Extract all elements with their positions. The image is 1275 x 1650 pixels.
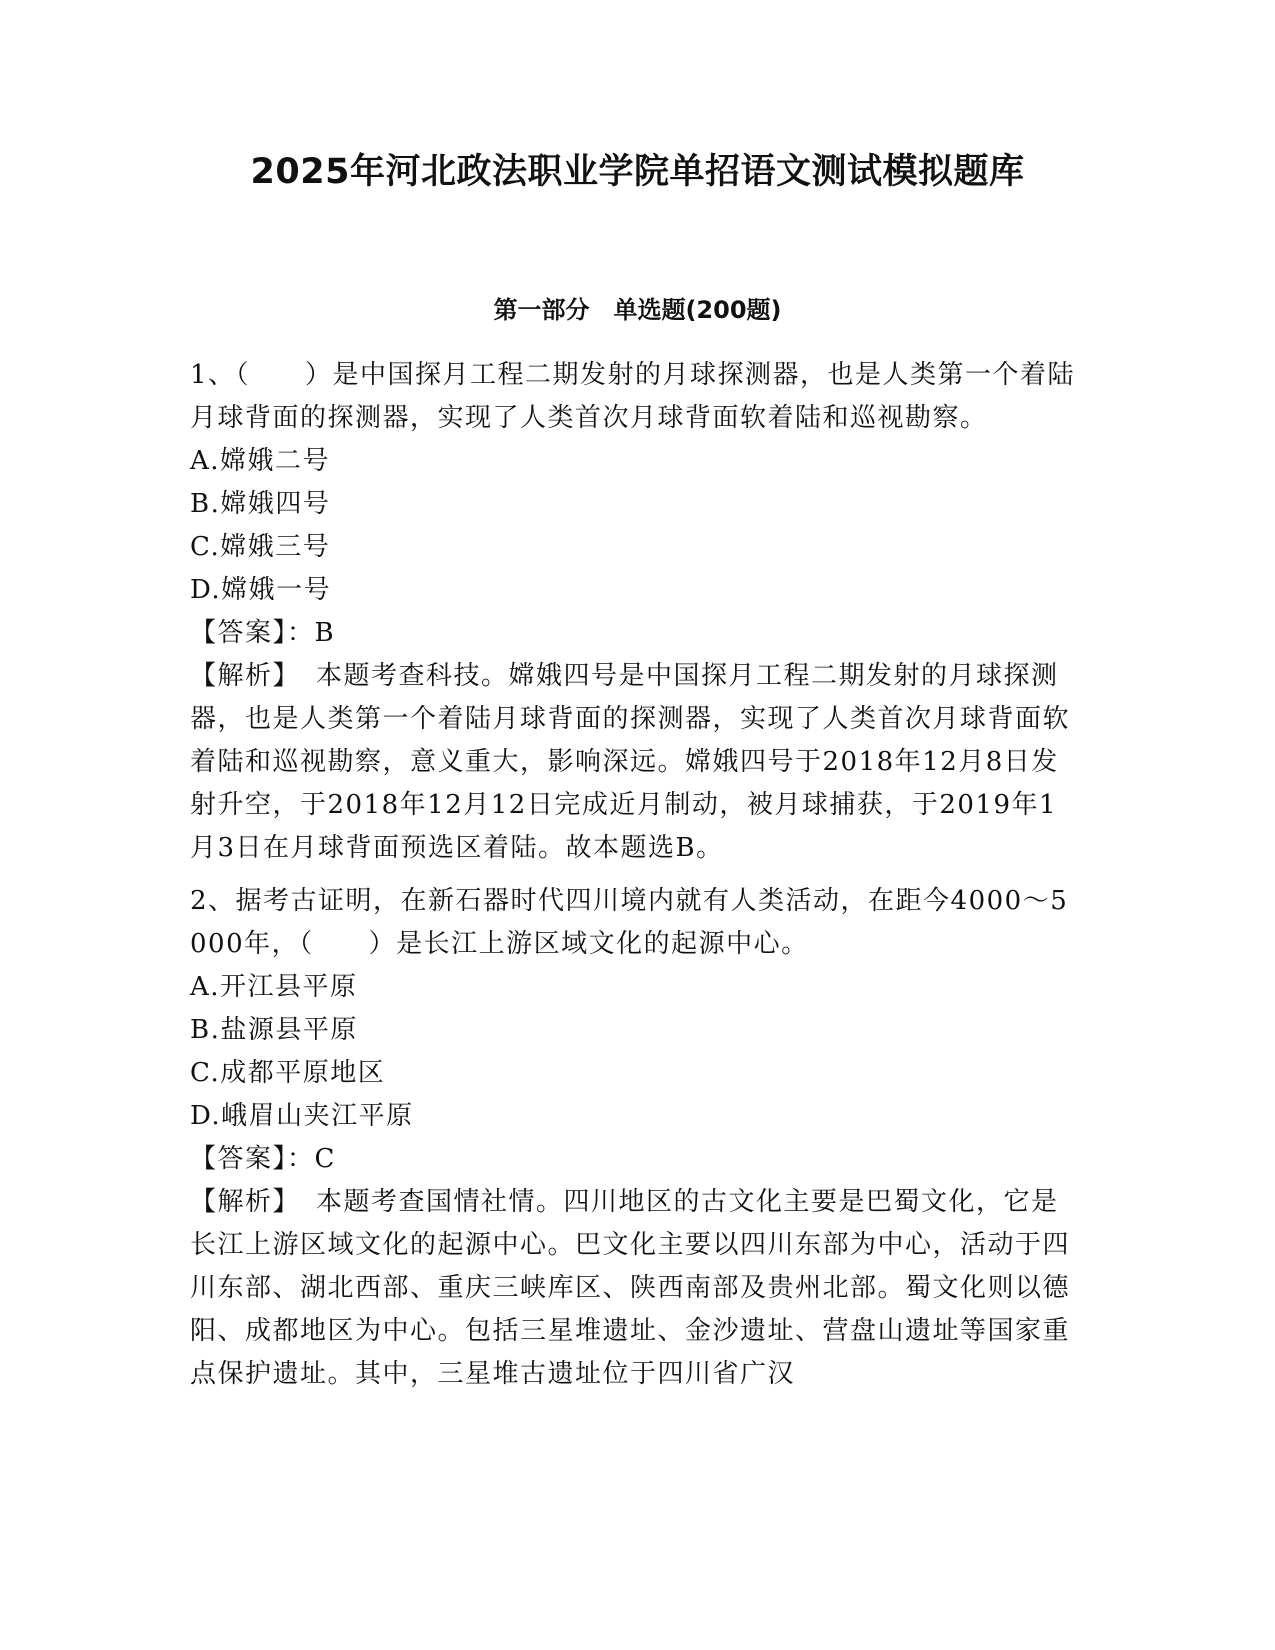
question-stem: 2、据考古证明，在新石器时代四川境内就有人类活动，在距今4000～5000年，（ ）是长江上游区域文化的起源中心。 — [190, 886, 1069, 959]
option-d: D.嫦娥一号 — [190, 575, 332, 605]
option-b: B.嫦娥四号 — [190, 489, 331, 519]
analysis-text: 本题考查国情社情。四川地区的古文化主要是巴蜀文化，它是长江上游区域文化的起源中心。巴文化主要以四川东部为中心，活动于四川东部、湖北西部、重庆三峡库区、陕西南部及贵州北部。蜀文化则以德阳、成都地区为中心。包括三星堆遗址、金沙遗址、营盘山遗址等国家重点保护遗址。其中，三星堆古遗址位于四川省广汉 — [190, 1187, 1071, 1389]
answer-line — [190, 612, 1080, 655]
option-a: A.嫦娥二号 — [190, 446, 331, 476]
analysis-label: 【解析】 — [190, 661, 301, 691]
option-d: D.峨眉山夹江平原 — [190, 1101, 414, 1131]
answer-value: ：C — [287, 1144, 336, 1174]
question-2 — [190, 880, 1080, 1396]
answer-line — [190, 1138, 1080, 1181]
question-1 — [190, 354, 1080, 870]
option-c: C.嫦娥三号 — [190, 532, 331, 562]
option-b: B.盐源县平原 — [190, 1015, 358, 1045]
analysis-paragraph — [190, 655, 1080, 870]
section-title: 第一部分 单选题(200题) — [493, 296, 782, 324]
question-stem: 1、（ ）是中国探月工程二期发射的月球探测器，也是人类第一个着陆月球背面的探测器，实现了人类首次月球背面软着陆和巡视勘察。 — [190, 360, 1076, 433]
question-list — [190, 354, 1080, 1396]
answer-value: ：B — [287, 618, 336, 648]
analysis-text: 本题考查科技。嫦娥四号是中国探月工程二期发射的月球探测器，也是人类第一个着陆月球背面的探测器，实现了人类首次月球背面软着陆和巡视勘察，意义重大，影响深远。嫦娥四号于2018年12月8日发射升空，于2018年12月12日完成近月制动，被月球捕获，于2019年1月3日在月球背面预选区着陆。故本题选B。 — [190, 661, 1071, 863]
analysis-label: 【解析】 — [190, 1187, 301, 1217]
option-a: A.开江县平原 — [190, 972, 358, 1002]
analysis-paragraph — [190, 1181, 1080, 1396]
answer-label: 【答案】 — [190, 618, 288, 648]
answer-label: 【答案】 — [190, 1144, 288, 1174]
option-c: C.成都平原地区 — [190, 1058, 386, 1088]
document-title: 2025年河北政法职业学院单招语文测试模拟题库 — [250, 152, 1025, 192]
